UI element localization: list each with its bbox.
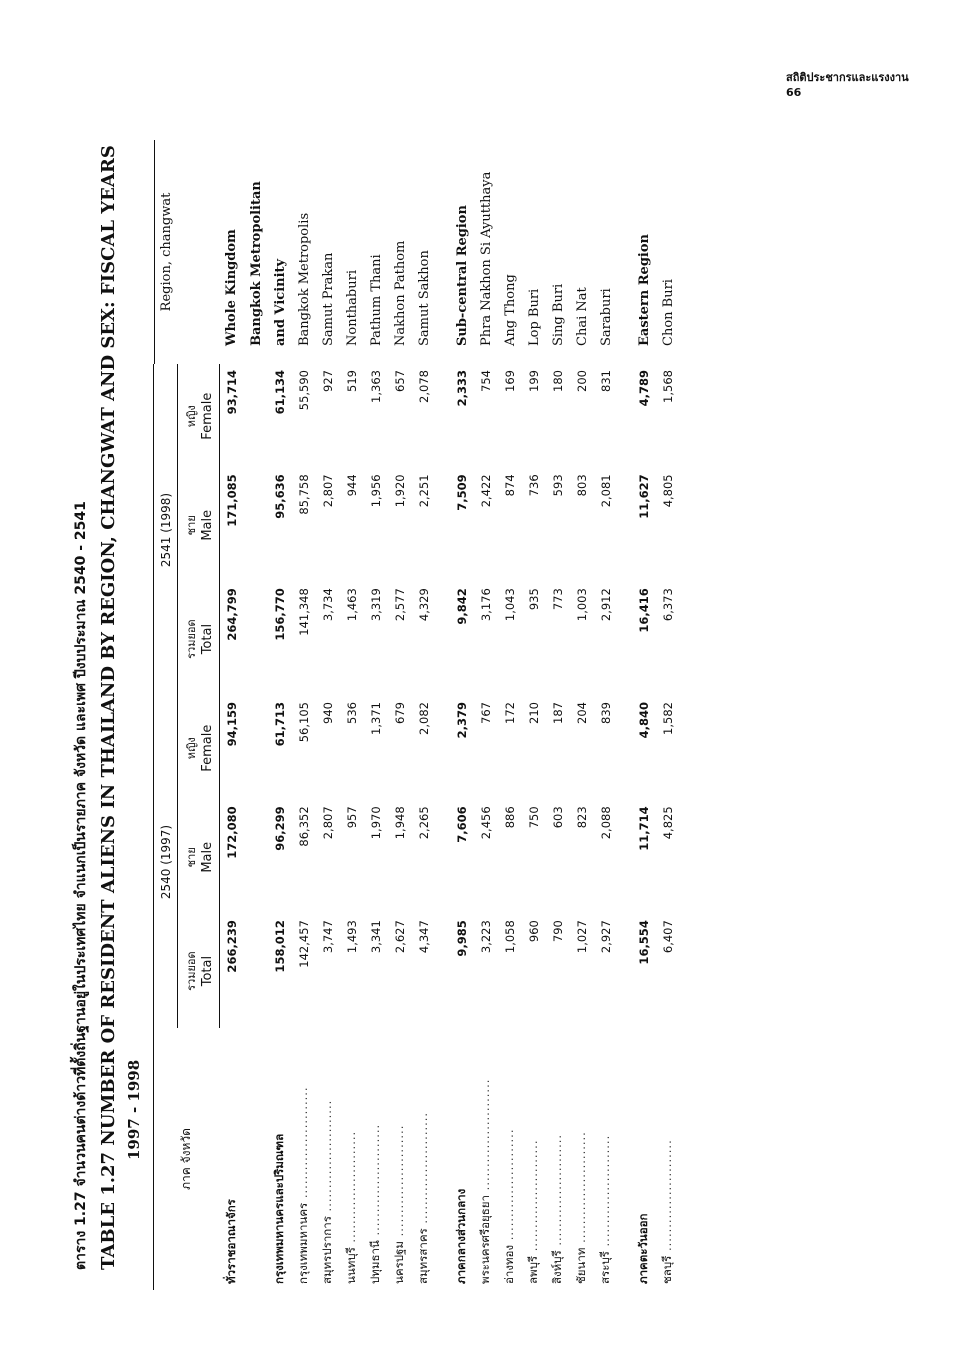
value-cell: 156,770 [273, 588, 287, 641]
value-cell: 2,807 [321, 806, 335, 840]
region-english-cell: Sing Buri [550, 283, 566, 346]
value-cell [244, 364, 268, 468]
col-region-english: Region, changwat [154, 140, 178, 364]
table-row [522, 140, 546, 1290]
value-cell: 2,422 [479, 474, 493, 508]
value-cell: 94,159 [225, 702, 239, 747]
region-thai-cell: สมุทรปราการ ..... [316, 1028, 340, 1290]
value-cell: 2,912 [599, 588, 613, 622]
region-thai-cell: นครปฐม ..... [388, 1028, 412, 1290]
value-cell: 2,379 [455, 702, 469, 739]
region-english-cell: Chon Buri [660, 279, 676, 346]
region-english-cell: Phra Nakhon Si Ayutthaya [478, 171, 494, 346]
table-row [546, 140, 570, 1290]
page-number: 66 [786, 86, 802, 99]
value-cell: 95,636 [273, 474, 287, 519]
table-row [450, 140, 474, 1290]
value-cell: 603 [551, 806, 565, 829]
col-female-1997: หญิง Female [178, 696, 220, 800]
value-cell: 171,085 [225, 474, 239, 527]
table-title [70, 140, 143, 1290]
table-row [268, 140, 292, 1290]
col-year-1997: 2540 (1997) [154, 696, 178, 1028]
value-cell: 4,789 [637, 370, 651, 407]
value-cell: 1,371 [369, 702, 383, 735]
value-cell: 1,003 [575, 588, 589, 622]
page-header [786, 70, 946, 100]
value-cell: 944 [345, 474, 359, 497]
value-cell: 2,807 [321, 474, 335, 508]
value-cell: 141,348 [297, 588, 311, 636]
table-row [632, 140, 656, 1290]
value-cell: 9,842 [455, 588, 469, 625]
value-cell: 1,568 [661, 370, 675, 403]
col-male-1998: ชาย Male [178, 468, 220, 582]
region-english-cell: Sub-central Region [454, 205, 470, 346]
value-cell: 1,956 [369, 474, 383, 508]
value-cell: 754 [479, 370, 493, 392]
value-cell [244, 696, 268, 800]
value-cell: 1,463 [345, 588, 359, 622]
value-cell: 61,713 [273, 702, 287, 747]
value-cell: 2,456 [479, 806, 493, 840]
value-cell: 839 [599, 702, 613, 724]
table-row [412, 140, 436, 1290]
value-cell: 142,457 [297, 920, 311, 968]
region-english-cell: Whole Kingdom [224, 229, 240, 346]
value-cell [244, 582, 268, 696]
region-thai-cell: สิงห์บุรี ..... [546, 1028, 570, 1290]
region-english-cell: Pathum Thani [368, 254, 384, 346]
value-cell: 1,058 [503, 920, 517, 954]
value-cell: 767 [479, 702, 493, 724]
value-cell: 16,416 [637, 588, 651, 633]
title-years: 1997 - 1998 [125, 1059, 143, 1160]
region-english-cell: Chai Nat [574, 287, 590, 346]
value-cell: 16,554 [637, 920, 651, 965]
value-cell [244, 468, 268, 582]
title-thai: ตาราง 1.27 จำนวนคนต่างด้าวที่ตั้งถิ่นฐานอยู่ในประเทศไทย จำแนกเป็นรายภาค จังหวัด และเพศ ปีงบประมาณ 2540 - 2541 [73, 501, 89, 1270]
col-male-1997: ชาย Male [178, 800, 220, 914]
table-row [340, 140, 364, 1290]
value-cell: 960 [527, 920, 541, 943]
value-cell: 2,333 [455, 370, 469, 407]
value-cell: 1,970 [369, 806, 383, 840]
value-cell: 1,027 [575, 920, 589, 954]
value-cell: 169 [503, 370, 517, 392]
value-cell: 940 [321, 702, 335, 724]
value-cell: 2,078 [417, 370, 431, 403]
value-cell: 2,577 [393, 588, 407, 622]
value-cell: 874 [503, 474, 517, 497]
value-cell: 536 [345, 702, 359, 724]
region-thai-cell: สระบุรี ..... [594, 1028, 618, 1290]
value-cell: 3,176 [479, 588, 493, 622]
value-cell: 61,134 [273, 370, 287, 415]
value-cell: 3,734 [321, 588, 335, 622]
value-cell: 1,582 [661, 702, 675, 735]
spacer-row [618, 140, 632, 1290]
region-english-cell: Bangkok Metropolis [296, 212, 312, 346]
value-cell: 199 [527, 370, 541, 392]
value-cell: 1,043 [503, 588, 517, 622]
value-cell: 736 [527, 474, 541, 497]
table-row [498, 140, 522, 1290]
region-thai-cell: พระนครศรีอยุธยา ..... [474, 1028, 498, 1290]
value-cell: 56,105 [297, 702, 311, 743]
rotated-table-page [70, 140, 900, 1290]
value-cell: 4,805 [661, 474, 675, 508]
value-cell: 172,080 [225, 806, 239, 859]
table-body [220, 140, 681, 1290]
value-cell: 1,363 [369, 370, 383, 403]
table-row [292, 140, 316, 1290]
value-cell: 3,319 [369, 588, 383, 622]
value-cell: 657 [393, 370, 407, 392]
region-english-cell: Nakhon Pathom [392, 240, 408, 346]
value-cell: 266,239 [225, 920, 239, 973]
region-thai-cell [244, 1028, 268, 1290]
value-cell: 803 [575, 474, 589, 497]
region-english-cell: Lop Buri [526, 288, 542, 346]
value-cell: 3,747 [321, 920, 335, 954]
header-row-years [154, 140, 178, 1290]
value-cell: 85,758 [297, 474, 311, 515]
col-total-1997: รวมยอด Total [178, 914, 220, 1028]
value-cell: 4,840 [637, 702, 651, 739]
value-cell: 96,299 [273, 806, 287, 851]
aliens-table [153, 140, 680, 1290]
value-cell: 7,606 [455, 806, 469, 843]
region-english-cell: Bangkok Metropolitan [248, 181, 264, 346]
value-cell: 957 [345, 806, 359, 829]
value-cell: 200 [575, 370, 589, 392]
region-thai-cell: ปทุมธานี ..... [364, 1028, 388, 1290]
table-row [364, 140, 388, 1290]
value-cell: 927 [321, 370, 335, 392]
value-cell: 1,920 [393, 474, 407, 508]
region-thai-cell: กรุงเทพมหานครและปริมณฑล [272, 1133, 286, 1284]
col-total-1998: รวมยอด Total [178, 582, 220, 696]
region-thai-cell: ลพบุรี ..... [522, 1028, 546, 1290]
value-cell: 519 [345, 370, 359, 392]
value-cell: 831 [599, 370, 613, 392]
value-cell: 2,627 [393, 920, 407, 954]
value-cell [244, 800, 268, 914]
value-cell: 2,251 [417, 474, 431, 508]
col-female-1998: หญิง Female [178, 364, 220, 468]
region-thai-cell: นนทบุรี ..... [340, 1028, 364, 1290]
col-year-1998: 2541 (1998) [154, 364, 178, 696]
value-cell: 593 [551, 474, 565, 497]
value-cell: 55,590 [297, 370, 311, 411]
value-cell: 6,373 [661, 588, 675, 622]
value-cell: 1,493 [345, 920, 359, 954]
value-cell: 180 [551, 370, 565, 392]
table-row [474, 140, 498, 1290]
book-title: สถิติประชากรและแรงงาน [786, 71, 909, 84]
value-cell: 679 [393, 702, 407, 724]
table-row [220, 140, 245, 1290]
table-row [388, 140, 412, 1290]
region-english-cell: Samut Sakhon [416, 250, 432, 346]
value-cell: 750 [527, 806, 541, 829]
value-cell: 2,081 [599, 474, 613, 508]
table-row [594, 140, 618, 1290]
value-cell: 935 [527, 588, 541, 611]
value-cell: 2,927 [599, 920, 613, 954]
spacer-row [436, 140, 450, 1290]
table-row [316, 140, 340, 1290]
value-cell: 172 [503, 702, 517, 724]
region-thai-cell: สมุทรสาคร ..... [412, 1028, 436, 1290]
table-row [244, 140, 268, 1290]
value-cell: 4,825 [661, 806, 675, 840]
value-cell: 7,509 [455, 474, 469, 511]
value-cell [244, 914, 268, 1028]
region-thai-cell: ภาคตะวันออก [636, 1213, 650, 1284]
value-cell: 2,265 [417, 806, 431, 840]
region-english-cell: Samut Prakan [320, 252, 336, 346]
value-cell: 2,088 [599, 806, 613, 840]
value-cell: 86,352 [297, 806, 311, 847]
value-cell: 4,347 [417, 920, 431, 954]
region-thai-cell: ชัยนาท ..... [570, 1028, 594, 1290]
value-cell: 4,329 [417, 588, 431, 622]
region-thai-cell: ทั่วราชอาณาจักร [223, 1199, 238, 1284]
region-thai-cell: ชลบุรี ..... [656, 1028, 680, 1290]
table-row [570, 140, 594, 1290]
col-region-thai: ภาค จังหวัด [154, 1028, 220, 1290]
value-cell: 158,012 [273, 920, 287, 973]
region-english-cell: and Vicinity [272, 258, 288, 346]
table-row [656, 140, 680, 1290]
value-cell: 2,082 [417, 702, 431, 735]
region-thai-cell: ภาคกลางส่วนกลาง [454, 1188, 468, 1284]
value-cell: 264,799 [225, 588, 239, 641]
title-english: TABLE 1.27 NUMBER OF RESIDENT ALIENS IN THAILAND BY REGION, CHANGWAT AND SEX: FISCAL YEARS [98, 145, 119, 1270]
value-cell: 886 [503, 806, 517, 829]
region-english-cell: Saraburi [598, 288, 614, 346]
value-cell: 3,341 [369, 920, 383, 954]
value-cell: 93,714 [225, 370, 239, 415]
value-cell: 1,948 [393, 806, 407, 840]
value-cell: 9,985 [455, 920, 469, 957]
value-cell: 790 [551, 920, 565, 943]
value-cell: 11,714 [637, 806, 651, 851]
region-english-cell: Ang Thong [502, 274, 518, 346]
value-cell: 773 [551, 588, 565, 611]
value-cell: 3,223 [479, 920, 493, 954]
region-thai-cell: อ่างทอง ..... [498, 1028, 522, 1290]
value-cell: 823 [575, 806, 589, 829]
region-english-cell: Nonthaburi [344, 270, 360, 346]
value-cell: 210 [527, 702, 541, 724]
region-thai-cell: กรุงเทพมหานคร ..... [292, 1028, 316, 1290]
value-cell: 204 [575, 702, 589, 724]
region-english-cell: Eastern Region [636, 234, 652, 346]
value-cell: 11,627 [637, 474, 651, 519]
value-cell: 6,407 [661, 920, 675, 954]
value-cell: 187 [551, 702, 565, 724]
